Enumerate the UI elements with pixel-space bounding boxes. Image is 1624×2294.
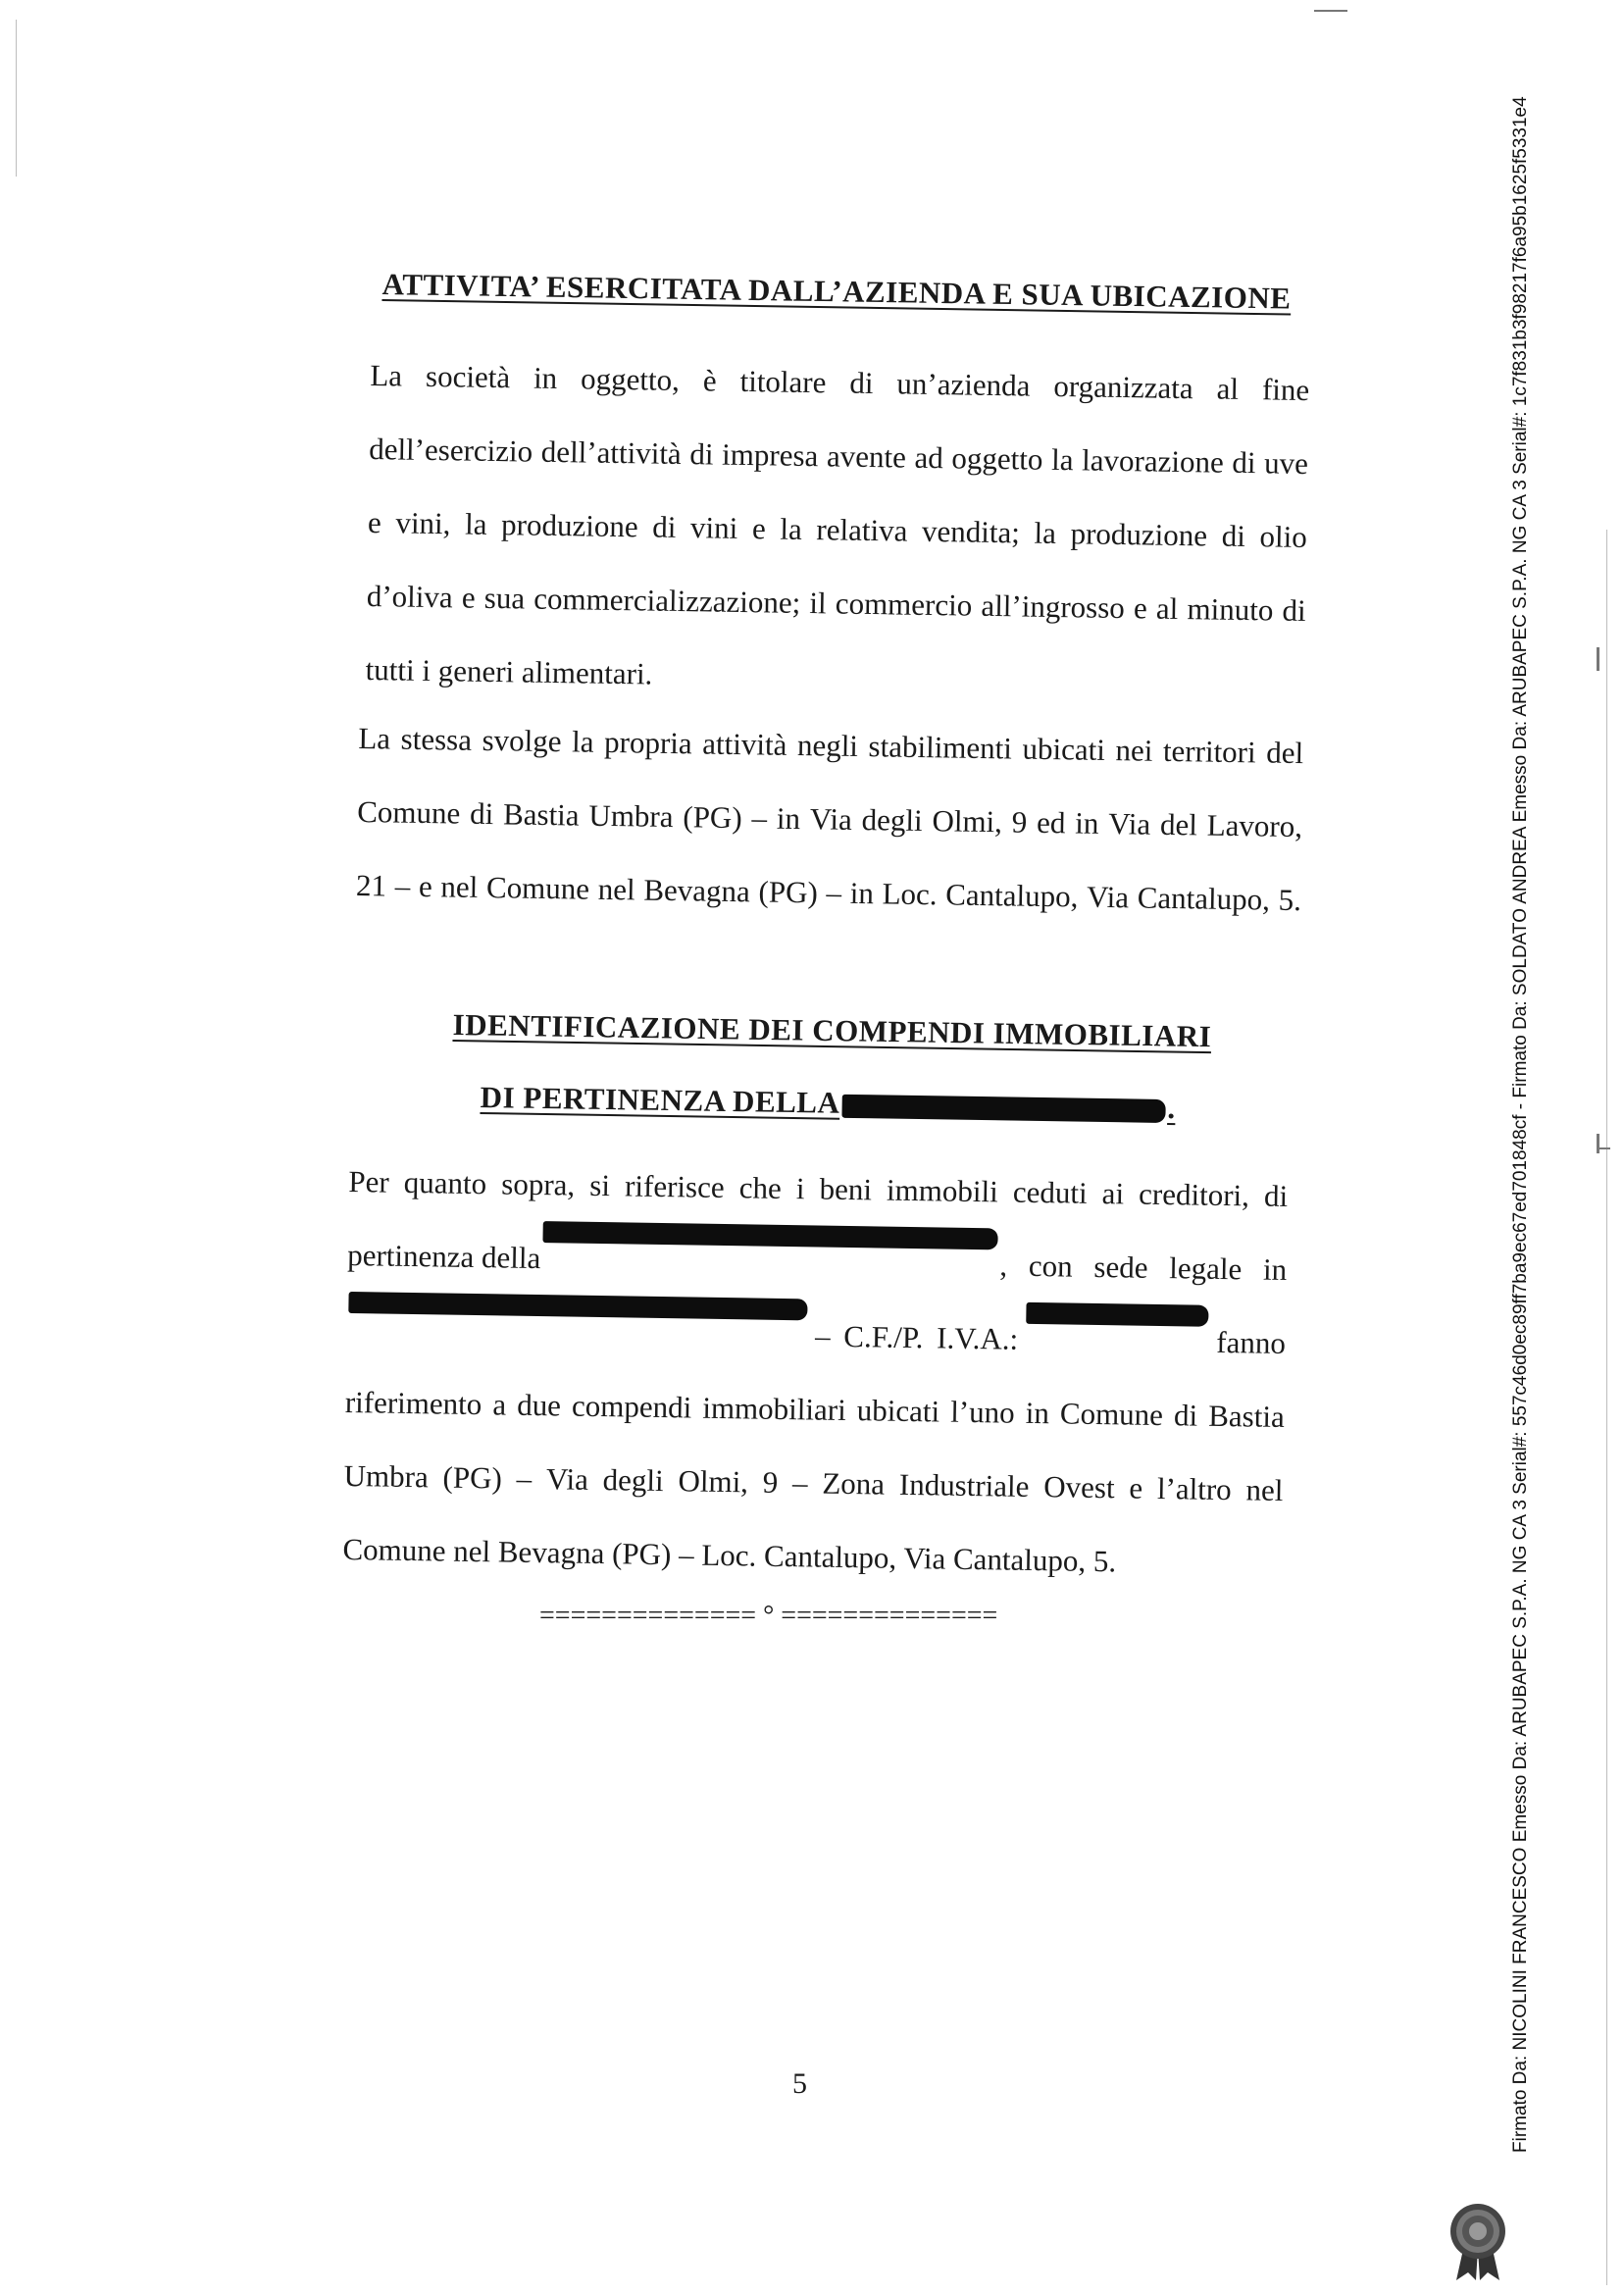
word: nel <box>597 871 635 907</box>
word: Lavoro, <box>1206 807 1303 844</box>
word: in <box>776 800 801 837</box>
word: vini <box>689 510 738 545</box>
word: degli <box>602 1462 664 1499</box>
word: di <box>1263 1178 1289 1214</box>
word: del <box>1265 735 1304 771</box>
text-line <box>355 848 1301 937</box>
heading-pertinence-end: . <box>1167 1091 1176 1126</box>
text-fanno: fanno <box>1216 1324 1287 1361</box>
word: produzione <box>1070 516 1208 553</box>
word: e <box>461 580 476 615</box>
word: di <box>849 365 874 401</box>
word: Industriale <box>898 1466 1030 1504</box>
text-cf-piva: – C.F./P. I.V.A.: <box>814 1318 1019 1356</box>
redacted-company-name <box>841 1095 1165 1123</box>
word: minuto <box>1187 591 1274 628</box>
word: titolare <box>739 363 827 400</box>
section-heading-properties: IDENTIFICAZIONE DEI COMPENDI IMMOBILIARI <box>452 1007 1212 1054</box>
word: ad <box>914 439 944 476</box>
word: ubicati <box>1022 731 1106 767</box>
redacted-vat-number <box>1027 1302 1209 1327</box>
word: uve <box>1263 445 1309 482</box>
word: Comune <box>1059 1396 1164 1433</box>
word: è <box>702 363 717 398</box>
word: (PG) <box>758 874 819 910</box>
word: territori <box>1162 733 1256 770</box>
word: avente <box>826 438 907 475</box>
word: produzione <box>500 507 638 544</box>
word: la <box>780 511 803 546</box>
word: a <box>492 1387 507 1422</box>
word: un’azienda <box>896 366 1031 403</box>
word: riferimento <box>344 1384 482 1422</box>
word: svolge <box>482 722 562 759</box>
section-heading-pertinence <box>480 1080 1175 1126</box>
word: di <box>1221 518 1246 554</box>
word: vendita; <box>921 513 1021 550</box>
word: che <box>738 1170 783 1205</box>
word: Umbra <box>588 797 674 835</box>
word: Comune <box>485 870 590 906</box>
edge-tick <box>1597 1134 1599 1153</box>
word: la <box>1050 441 1074 478</box>
word: commercio <box>835 586 973 623</box>
word: si <box>589 1167 611 1203</box>
left-edge-mark <box>16 20 17 177</box>
word: ubicati <box>856 1393 940 1429</box>
word: – <box>751 800 768 836</box>
word: beni <box>819 1171 873 1207</box>
word: del <box>1159 806 1198 842</box>
word: (PG) <box>683 799 742 836</box>
word: stessa <box>400 721 473 757</box>
word: la <box>1034 515 1057 551</box>
word: i <box>795 1171 805 1206</box>
word: attività <box>702 726 787 762</box>
word: organizzata <box>1053 368 1193 406</box>
word: l’uno <box>949 1394 1015 1430</box>
word: la <box>571 724 594 759</box>
word: di <box>1232 444 1256 481</box>
word: 5. <box>1278 882 1302 918</box>
word: Per <box>348 1163 390 1199</box>
paragraph-activity <box>365 338 1310 721</box>
word: Cantalupo, <box>945 877 1079 914</box>
word: e <box>1133 590 1148 626</box>
word: il <box>809 586 827 621</box>
word: compendi <box>571 1388 692 1425</box>
word: in <box>849 875 875 911</box>
word: Bastia <box>502 796 580 833</box>
word: al <box>1216 371 1240 406</box>
word: di <box>689 436 714 472</box>
scan-speck <box>1314 10 1347 12</box>
word: Olmi, <box>932 803 1003 840</box>
edge-tick <box>1599 1147 1610 1149</box>
word: – <box>826 875 842 910</box>
text-line <box>358 701 1304 790</box>
word: riferisce <box>624 1168 725 1205</box>
word: in <box>1075 805 1099 841</box>
word: in <box>1025 1395 1050 1431</box>
word: Cantalupo, <box>1137 880 1271 917</box>
word: La <box>370 357 403 393</box>
signature-seal-icon <box>1446 2202 1509 2282</box>
word: Comune <box>356 793 461 831</box>
word: commercializzazione; <box>533 581 801 620</box>
edge-tick <box>1597 647 1599 671</box>
section-heading-activity: ATTIVITA’ ESERCITATA DALL’AZIENDA E SUA UBICAZIONE <box>381 267 1292 316</box>
word: sopra, <box>501 1166 576 1202</box>
text-location-line: Comune nel Bevagna (PG) – Loc. Cantalupo, Via Cantalupo, 5. <box>342 1531 1117 1579</box>
word: Olmi, <box>678 1463 749 1500</box>
word: Zona <box>822 1465 886 1502</box>
section-separator: ============== ° ============== <box>539 1601 998 1631</box>
word: Via <box>809 801 853 837</box>
word: olio <box>1259 519 1308 555</box>
word: e <box>751 511 767 546</box>
word: – <box>516 1460 533 1496</box>
word: di <box>1173 1398 1198 1433</box>
word: Ovest <box>1043 1469 1115 1505</box>
word: Via <box>545 1461 589 1497</box>
word: due <box>516 1387 562 1423</box>
word: – <box>791 1465 808 1501</box>
word: ed <box>1036 804 1066 841</box>
word: Via <box>1086 879 1130 915</box>
word: creditori, <box>1138 1176 1250 1213</box>
word: al <box>1155 590 1179 626</box>
word: La <box>358 720 391 756</box>
word: all’ingrosso <box>981 587 1126 626</box>
word: 9 <box>762 1464 779 1500</box>
word: oggetto <box>951 440 1043 477</box>
word: stabilimenti <box>868 729 1013 766</box>
word: ai <box>1101 1176 1125 1211</box>
word: dell’esercizio <box>368 431 533 469</box>
word: e <box>367 504 382 540</box>
word: l’altro <box>1156 1470 1233 1507</box>
paragraph-properties <box>342 1145 1289 1601</box>
word: di <box>469 795 494 832</box>
word: fine <box>1261 372 1310 408</box>
text-pertinenza: pertinenza della <box>346 1237 541 1276</box>
word: d’oliva <box>366 578 453 615</box>
word: di <box>652 509 677 544</box>
digital-signature-text: Firmato Da: NICOLINI FRANCESCO Emesso Da: ARUBAPEC S.P.A. NG CA 3 Serial#: 557c46d0ec89ff7ba9ec67ed701848cf - Firmato Da: SOLDATO ANDREA Emesso Da: ARUBAPEC S.P.A. NG CA 3 Serial#: 1c7f831b3f98217f6a95b1625f5331e4 <box>1510 96 1531 2153</box>
word: sua <box>483 580 526 616</box>
word: e <box>1129 1470 1143 1505</box>
word: Bastia <box>1207 1398 1286 1435</box>
word: 21 <box>355 867 387 903</box>
word: (PG) <box>442 1459 503 1496</box>
word: ceduti <box>1012 1174 1088 1210</box>
word: vini, <box>395 505 451 541</box>
word: propria <box>603 724 692 761</box>
word: impresa <box>721 436 819 474</box>
text-line <box>342 1512 1283 1601</box>
word: in <box>533 360 558 395</box>
word: – <box>394 868 411 903</box>
word: negli <box>796 728 859 763</box>
word: Loc. <box>882 876 938 912</box>
right-edge-line <box>1606 530 1607 2285</box>
word: Via <box>1108 806 1151 841</box>
word: immobili <box>886 1172 999 1209</box>
word: Bevagna <box>643 872 751 909</box>
word: quanto <box>403 1164 487 1201</box>
word: società <box>425 358 511 395</box>
word: di <box>1282 592 1306 629</box>
word: Umbra <box>343 1457 430 1495</box>
word: nel <box>440 869 479 904</box>
word: degli <box>861 802 923 839</box>
page-number: 5 <box>792 2067 807 2100</box>
word: nei <box>1115 733 1153 768</box>
word: la <box>464 506 487 541</box>
heading-pertinence-text: DI PERTINENZA DELLA <box>480 1080 840 1120</box>
word: oggetto, <box>580 361 681 397</box>
text-sede-legale: , con sede legale in <box>999 1248 1288 1288</box>
paragraph-locations <box>355 701 1303 937</box>
word: relativa <box>816 512 908 548</box>
word: lavorazione <box>1081 442 1225 480</box>
word: dell’attività <box>540 433 682 471</box>
word: nel <box>1245 1472 1284 1508</box>
word: e <box>418 868 433 904</box>
word: immobiliari <box>702 1390 847 1427</box>
word: tutti i generi alimentari. <box>365 651 653 691</box>
word: 9 <box>1011 804 1028 840</box>
